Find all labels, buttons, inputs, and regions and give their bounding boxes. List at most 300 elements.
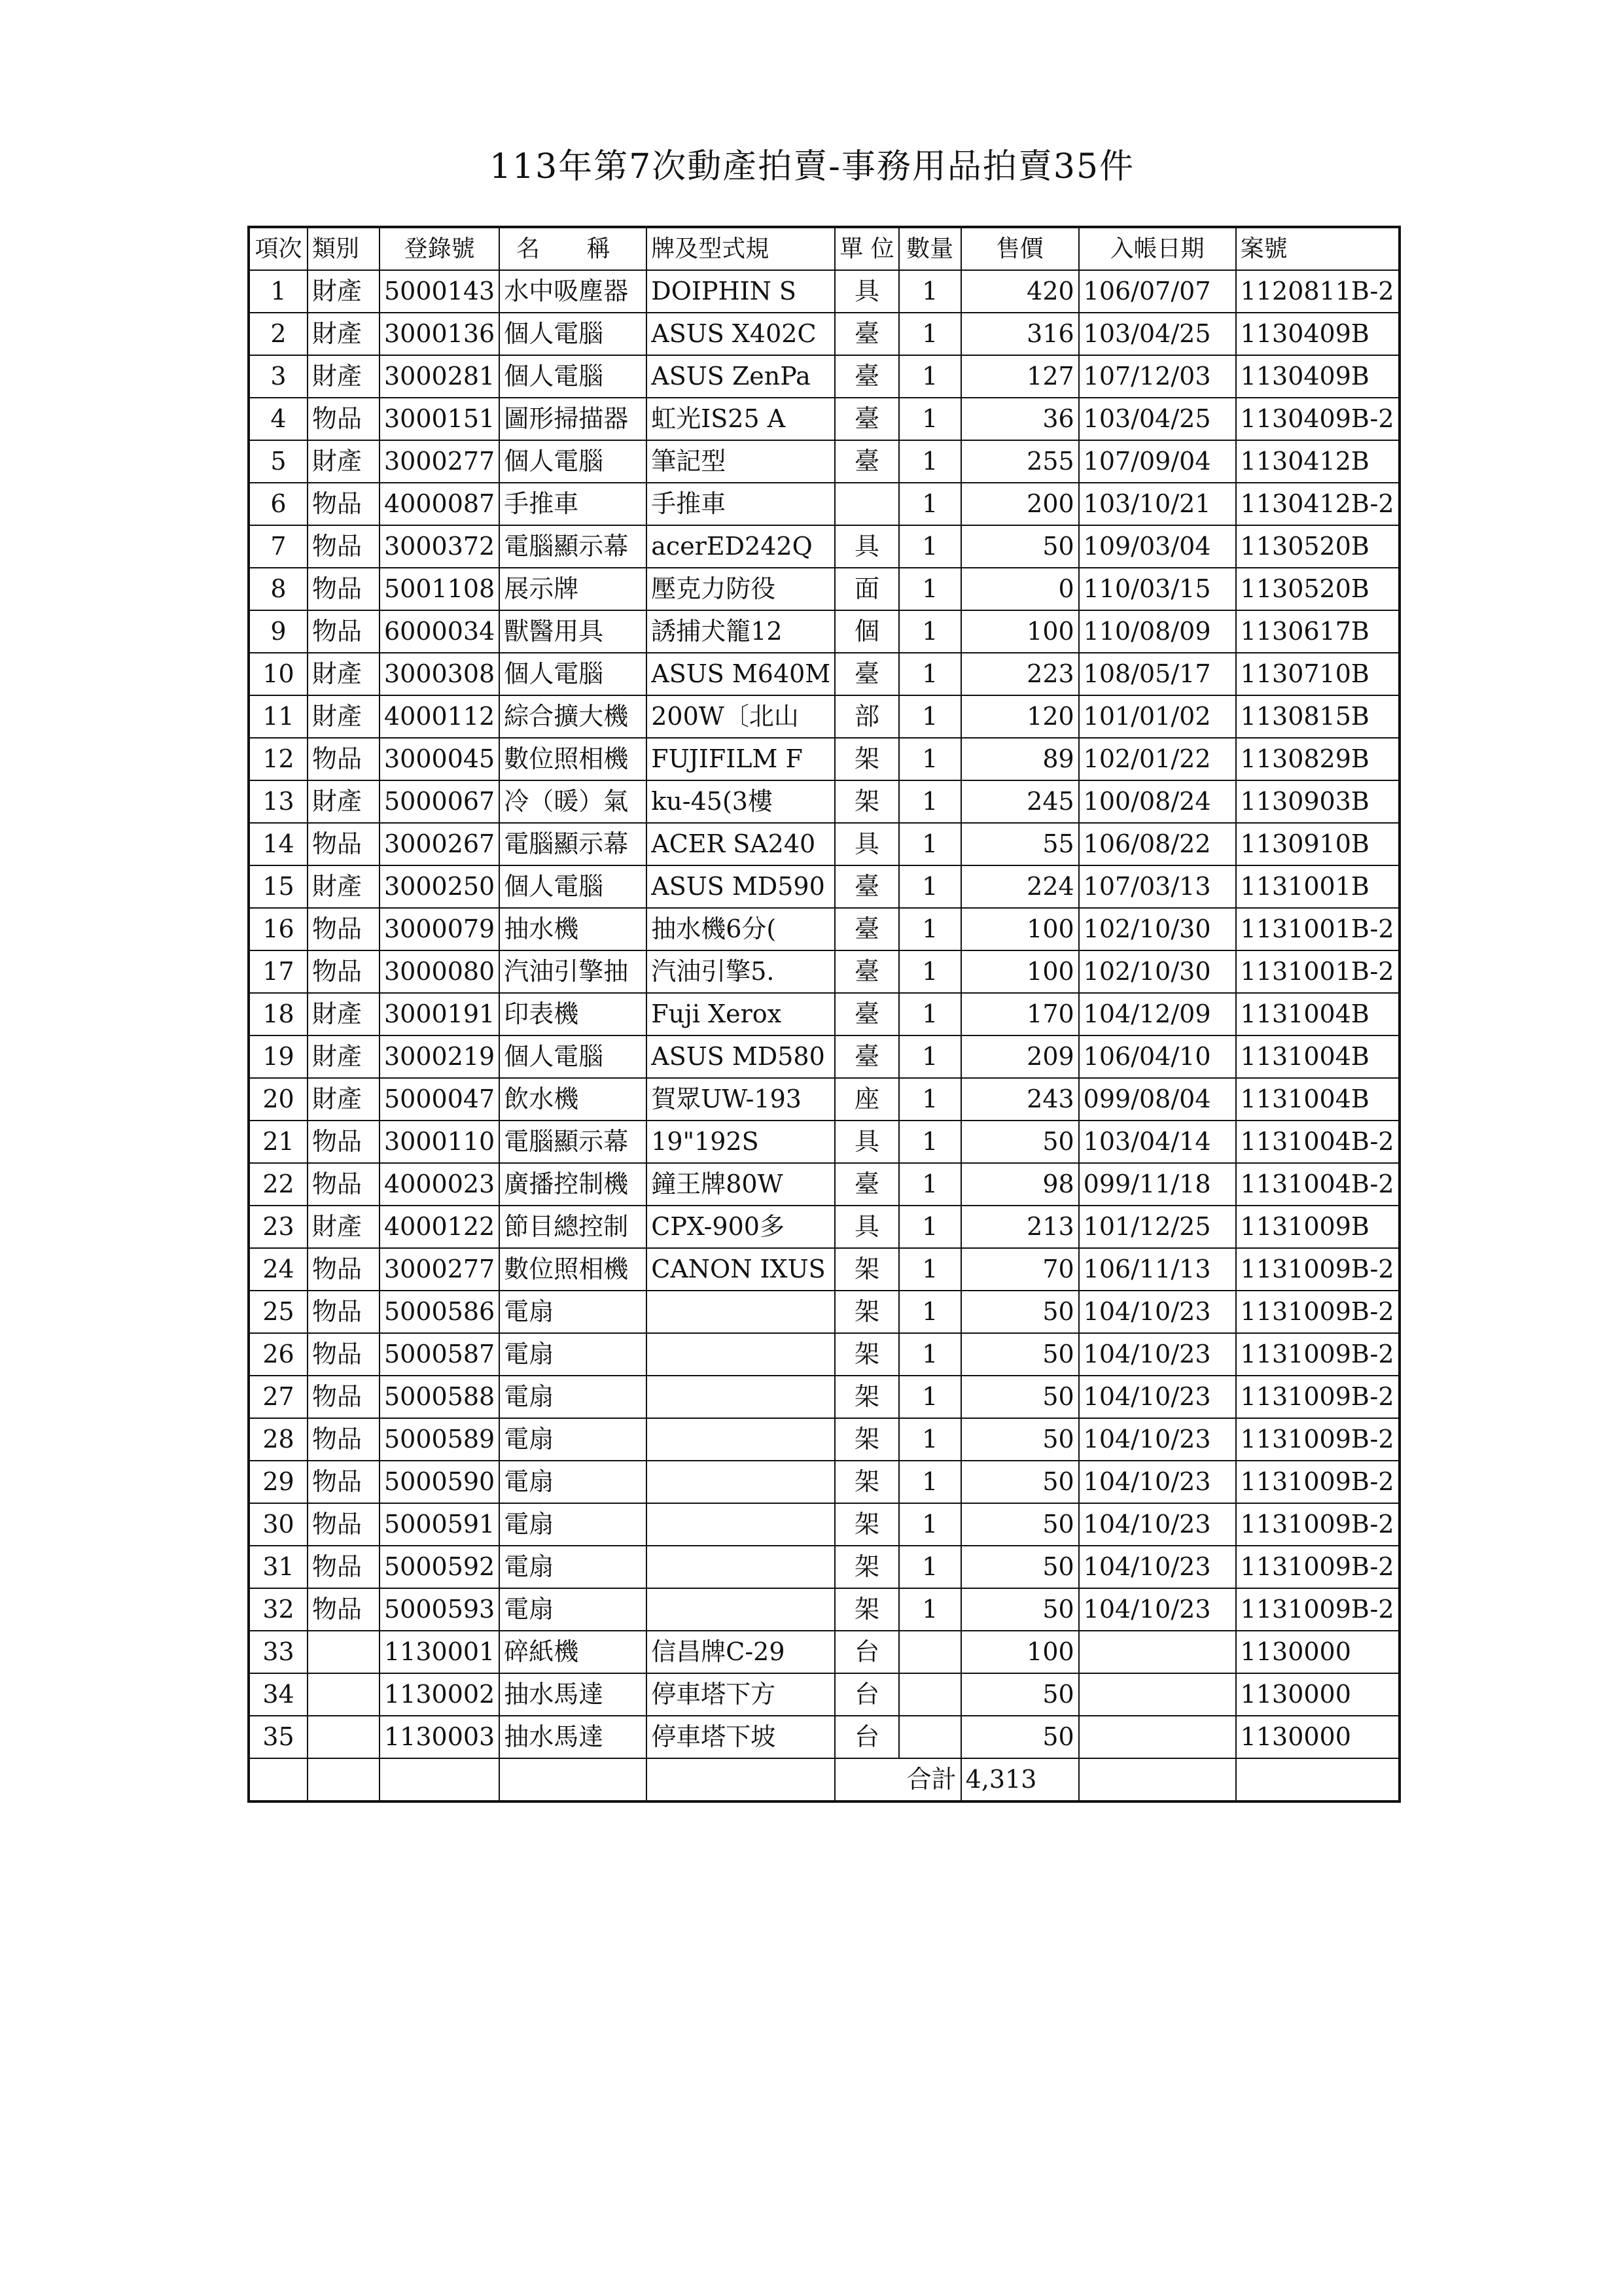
registration-no-cell: 6000034	[380, 610, 499, 653]
price-cell: 316	[961, 313, 1079, 355]
table-row	[249, 568, 1400, 610]
name-cell: 獸醫用具	[499, 610, 646, 653]
entry-date-cell: 102/01/22	[1079, 738, 1236, 780]
category-cell: 財產	[308, 440, 380, 483]
entry-date-cell: 104/10/23	[1079, 1503, 1236, 1546]
name-cell: 電腦顯示幕	[499, 823, 646, 865]
table-row	[249, 1333, 1400, 1376]
item-no-cell: 24	[249, 1248, 308, 1291]
brand-model-cell	[646, 1333, 835, 1376]
unit-cell: 架	[835, 1376, 898, 1418]
header-name: 名 稱	[499, 227, 646, 270]
unit-cell: 架	[835, 1461, 898, 1503]
price-cell: 50	[961, 1461, 1079, 1503]
category-cell: 物品	[308, 483, 380, 525]
item-no-cell: 17	[249, 950, 308, 993]
quantity-cell: 1	[899, 270, 961, 313]
price-cell: 98	[961, 1163, 1079, 1206]
entry-date-cell: 103/04/14	[1079, 1121, 1236, 1163]
item-no-cell: 9	[249, 610, 308, 653]
item-no-cell: 20	[249, 1078, 308, 1121]
case-no-cell: 1131009B-2	[1236, 1376, 1400, 1418]
price-cell: 50	[961, 1291, 1079, 1333]
item-no-cell: 22	[249, 1163, 308, 1206]
category-cell: 物品	[308, 1461, 380, 1503]
quantity-cell: 1	[899, 1248, 961, 1291]
document-title: 113年第7次動產拍賣-事務用品拍賣35件	[489, 147, 1135, 186]
category-cell: 物品	[308, 1163, 380, 1206]
quantity-cell: 1	[899, 1035, 961, 1078]
category-cell: 財產	[308, 993, 380, 1035]
item-no-cell: 12	[249, 738, 308, 780]
table-row	[249, 1546, 1400, 1588]
case-no-cell: 1131001B-2	[1236, 908, 1400, 950]
brand-model-cell	[646, 1588, 835, 1631]
price-cell: 50	[961, 525, 1079, 568]
total-empty-cell	[380, 1758, 499, 1801]
unit-cell: 臺	[835, 950, 898, 993]
registration-no-cell: 3000372	[380, 525, 499, 568]
total-empty-cell	[1079, 1758, 1236, 1801]
quantity-cell: 1	[899, 525, 961, 568]
entry-date-cell: 104/12/09	[1079, 993, 1236, 1035]
unit-cell: 臺	[835, 1163, 898, 1206]
name-cell: 個人電腦	[499, 440, 646, 483]
registration-no-cell: 3000250	[380, 865, 499, 908]
price-cell: 255	[961, 440, 1079, 483]
name-cell: 電腦顯示幕	[499, 525, 646, 568]
header-price: 售價	[961, 227, 1079, 270]
name-cell: 電扇	[499, 1291, 646, 1333]
quantity-cell: 1	[899, 908, 961, 950]
entry-date-cell: 107/12/03	[1079, 355, 1236, 398]
category-cell: 財產	[308, 865, 380, 908]
registration-no-cell: 3000277	[380, 440, 499, 483]
category-cell: 財產	[308, 695, 380, 738]
table-row	[249, 1291, 1400, 1333]
name-cell: 電扇	[499, 1333, 646, 1376]
entry-date-cell: 102/10/30	[1079, 908, 1236, 950]
header-quantity: 數量	[899, 227, 961, 270]
item-no-cell: 25	[249, 1291, 308, 1333]
table-row	[249, 440, 1400, 483]
quantity-cell: 1	[899, 568, 961, 610]
table-row	[249, 270, 1400, 313]
price-cell: 120	[961, 695, 1079, 738]
unit-cell: 臺	[835, 1035, 898, 1078]
table-row	[249, 1631, 1400, 1673]
name-cell: 冷（暖）氣	[499, 780, 646, 823]
total-row	[249, 1758, 1400, 1801]
item-no-cell: 10	[249, 653, 308, 695]
registration-no-cell: 5000143	[380, 270, 499, 313]
header-category: 類別	[308, 227, 380, 270]
price-cell: 245	[961, 780, 1079, 823]
case-no-cell: 1130520B	[1236, 568, 1400, 610]
table-row	[249, 610, 1400, 653]
unit-cell: 具	[835, 823, 898, 865]
brand-model-cell: ASUS ZenPa	[646, 355, 835, 398]
case-no-cell: 1130412B-2	[1236, 483, 1400, 525]
table-row	[249, 1206, 1400, 1248]
registration-no-cell: 5000586	[380, 1291, 499, 1333]
price-cell: 50	[961, 1673, 1079, 1716]
registration-no-cell: 3000308	[380, 653, 499, 695]
brand-model-cell	[646, 1503, 835, 1546]
case-no-cell: 1131009B-2	[1236, 1333, 1400, 1376]
case-no-cell: 1131009B-2	[1236, 1461, 1400, 1503]
unit-cell: 架	[835, 1503, 898, 1546]
price-cell: 100	[961, 610, 1079, 653]
registration-no-cell: 3000267	[380, 823, 499, 865]
case-no-cell: 1131009B-2	[1236, 1588, 1400, 1631]
name-cell: 抽水馬達	[499, 1673, 646, 1716]
table-body	[249, 270, 1400, 1758]
table-row	[249, 1078, 1400, 1121]
table-row	[249, 993, 1400, 1035]
case-no-cell: 1131001B-2	[1236, 950, 1400, 993]
name-cell: 抽水機	[499, 908, 646, 950]
registration-no-cell: 1130003	[380, 1716, 499, 1758]
unit-cell: 臺	[835, 908, 898, 950]
entry-date-cell: 108/05/17	[1079, 653, 1236, 695]
table-row	[249, 780, 1400, 823]
item-no-cell: 13	[249, 780, 308, 823]
case-no-cell: 1130617B	[1236, 610, 1400, 653]
quantity-cell	[899, 1716, 961, 1758]
unit-cell: 臺	[835, 865, 898, 908]
category-cell: 財產	[308, 270, 380, 313]
entry-date-cell: 104/10/23	[1079, 1333, 1236, 1376]
case-no-cell: 1131009B-2	[1236, 1248, 1400, 1291]
price-cell: 36	[961, 398, 1079, 440]
registration-no-cell: 4000023	[380, 1163, 499, 1206]
registration-no-cell: 3000281	[380, 355, 499, 398]
item-no-cell: 19	[249, 1035, 308, 1078]
brand-model-cell: 19"192S	[646, 1121, 835, 1163]
quantity-cell	[899, 1673, 961, 1716]
brand-model-cell: 200W〔北山	[646, 695, 835, 738]
item-no-cell: 3	[249, 355, 308, 398]
brand-model-cell: ASUS M640M	[646, 653, 835, 695]
quantity-cell: 1	[899, 1121, 961, 1163]
unit-cell: 台	[835, 1673, 898, 1716]
brand-model-cell: 虹光IS25 A	[646, 398, 835, 440]
quantity-cell: 1	[899, 1206, 961, 1248]
quantity-cell: 1	[899, 950, 961, 993]
brand-model-cell: 鐘王牌80W	[646, 1163, 835, 1206]
price-cell: 50	[961, 1503, 1079, 1546]
total-label: 合計	[899, 1758, 961, 1801]
table-header-row	[249, 227, 1400, 270]
brand-model-cell	[646, 1461, 835, 1503]
case-no-cell: 1130829B	[1236, 738, 1400, 780]
case-no-cell: 1131001B	[1236, 865, 1400, 908]
registration-no-cell: 5000067	[380, 780, 499, 823]
unit-cell: 具	[835, 270, 898, 313]
unit-cell	[835, 483, 898, 525]
name-cell: 圖形掃描器	[499, 398, 646, 440]
price-cell: 50	[961, 1376, 1079, 1418]
price-cell: 243	[961, 1078, 1079, 1121]
category-cell	[308, 1673, 380, 1716]
name-cell: 廣播控制機	[499, 1163, 646, 1206]
brand-model-cell: 壓克力防役	[646, 568, 835, 610]
quantity-cell: 1	[899, 398, 961, 440]
price-cell: 50	[961, 1588, 1079, 1631]
unit-cell: 台	[835, 1631, 898, 1673]
item-no-cell: 30	[249, 1503, 308, 1546]
category-cell: 物品	[308, 738, 380, 780]
price-cell: 209	[961, 1035, 1079, 1078]
case-no-cell: 1130409B	[1236, 355, 1400, 398]
table-row	[249, 525, 1400, 568]
item-no-cell: 35	[249, 1716, 308, 1758]
brand-model-cell: 筆記型	[646, 440, 835, 483]
table-row	[249, 653, 1400, 695]
table-row	[249, 355, 1400, 398]
unit-cell: 臺	[835, 398, 898, 440]
entry-date-cell: 104/10/23	[1079, 1588, 1236, 1631]
table-row	[249, 908, 1400, 950]
entry-date-cell: 101/12/25	[1079, 1206, 1236, 1248]
category-cell: 物品	[308, 398, 380, 440]
case-no-cell: 1131004B-2	[1236, 1121, 1400, 1163]
registration-no-cell: 3000277	[380, 1248, 499, 1291]
total-empty-cell	[499, 1758, 646, 1801]
quantity-cell: 1	[899, 865, 961, 908]
brand-model-cell: DOIPHIN S	[646, 270, 835, 313]
name-cell: 個人電腦	[499, 865, 646, 908]
category-cell: 財產	[308, 1206, 380, 1248]
quantity-cell: 1	[899, 738, 961, 780]
category-cell: 物品	[308, 568, 380, 610]
registration-no-cell: 5000591	[380, 1503, 499, 1546]
entry-date-cell	[1079, 1716, 1236, 1758]
price-cell: 70	[961, 1248, 1079, 1291]
category-cell: 財產	[308, 1035, 380, 1078]
category-cell: 物品	[308, 1333, 380, 1376]
category-cell: 財產	[308, 653, 380, 695]
entry-date-cell: 106/07/07	[1079, 270, 1236, 313]
registration-no-cell: 5000587	[380, 1333, 499, 1376]
item-no-cell: 23	[249, 1206, 308, 1248]
price-cell: 89	[961, 738, 1079, 780]
item-no-cell: 5	[249, 440, 308, 483]
unit-cell: 架	[835, 1588, 898, 1631]
quantity-cell: 1	[899, 695, 961, 738]
entry-date-cell: 103/10/21	[1079, 483, 1236, 525]
case-no-cell: 1130710B	[1236, 653, 1400, 695]
quantity-cell: 1	[899, 1588, 961, 1631]
entry-date-cell: 104/10/23	[1079, 1376, 1236, 1418]
total-value: 4,313	[961, 1758, 1079, 1801]
table-row	[249, 1035, 1400, 1078]
price-cell: 100	[961, 950, 1079, 993]
item-no-cell: 14	[249, 823, 308, 865]
table-row	[249, 398, 1400, 440]
name-cell: 個人電腦	[499, 653, 646, 695]
item-no-cell: 28	[249, 1418, 308, 1461]
unit-cell: 架	[835, 738, 898, 780]
price-cell: 50	[961, 1333, 1079, 1376]
price-cell: 50	[961, 1716, 1079, 1758]
total-empty-cell	[835, 1758, 898, 1801]
brand-model-cell: 停車塔下方	[646, 1673, 835, 1716]
table-row	[249, 1163, 1400, 1206]
case-no-cell: 1120811B-2	[1236, 270, 1400, 313]
quantity-cell: 1	[899, 1461, 961, 1503]
name-cell: 電扇	[499, 1546, 646, 1588]
price-cell: 224	[961, 865, 1079, 908]
price-cell: 223	[961, 653, 1079, 695]
entry-date-cell: 104/10/23	[1079, 1461, 1236, 1503]
entry-date-cell: 099/11/18	[1079, 1163, 1236, 1206]
total-empty-cell	[308, 1758, 380, 1801]
entry-date-cell: 107/09/04	[1079, 440, 1236, 483]
table-row	[249, 1503, 1400, 1546]
entry-date-cell: 107/03/13	[1079, 865, 1236, 908]
brand-model-cell: 停車塔下坡	[646, 1716, 835, 1758]
quantity-cell: 1	[899, 653, 961, 695]
registration-no-cell: 5000588	[380, 1376, 499, 1418]
quantity-cell: 1	[899, 993, 961, 1035]
registration-no-cell: 5000590	[380, 1461, 499, 1503]
entry-date-cell: 110/03/15	[1079, 568, 1236, 610]
name-cell: 個人電腦	[499, 355, 646, 398]
name-cell: 數位照相機	[499, 738, 646, 780]
case-no-cell: 1130409B-2	[1236, 398, 1400, 440]
entry-date-cell: 103/04/25	[1079, 398, 1236, 440]
brand-model-cell: 抽水機6分(	[646, 908, 835, 950]
entry-date-cell: 104/10/23	[1079, 1546, 1236, 1588]
brand-model-cell: 信昌牌C-29	[646, 1631, 835, 1673]
case-no-cell: 1131004B	[1236, 993, 1400, 1035]
name-cell: 汽油引擎抽	[499, 950, 646, 993]
case-no-cell: 1131004B	[1236, 1078, 1400, 1121]
name-cell: 數位照相機	[499, 1248, 646, 1291]
category-cell: 物品	[308, 1376, 380, 1418]
quantity-cell: 1	[899, 1291, 961, 1333]
category-cell: 物品	[308, 823, 380, 865]
table-row	[249, 823, 1400, 865]
quantity-cell: 1	[899, 780, 961, 823]
registration-no-cell: 5000592	[380, 1546, 499, 1588]
price-cell: 170	[961, 993, 1079, 1035]
name-cell: 飲水機	[499, 1078, 646, 1121]
category-cell: 物品	[308, 1546, 380, 1588]
table-row	[249, 1121, 1400, 1163]
table-row	[249, 865, 1400, 908]
unit-cell: 臺	[835, 313, 898, 355]
brand-model-cell: acerED242Q	[646, 525, 835, 568]
name-cell: 節目總控制	[499, 1206, 646, 1248]
price-cell: 100	[961, 1631, 1079, 1673]
category-cell: 物品	[308, 610, 380, 653]
registration-no-cell: 4000122	[380, 1206, 499, 1248]
category-cell: 物品	[308, 1248, 380, 1291]
table-row	[249, 483, 1400, 525]
category-cell: 財產	[308, 313, 380, 355]
category-cell: 物品	[308, 1503, 380, 1546]
unit-cell: 架	[835, 1333, 898, 1376]
brand-model-cell: Fuji Xerox	[646, 993, 835, 1035]
case-no-cell: 1130910B	[1236, 823, 1400, 865]
quantity-cell: 1	[899, 823, 961, 865]
item-no-cell: 31	[249, 1546, 308, 1588]
category-cell: 物品	[308, 525, 380, 568]
brand-model-cell: ku-45(3樓	[646, 780, 835, 823]
registration-no-cell: 1130002	[380, 1673, 499, 1716]
brand-model-cell: ASUS MD580	[646, 1035, 835, 1078]
quantity-cell: 1	[899, 1546, 961, 1588]
brand-model-cell: 誘捕犬籠12	[646, 610, 835, 653]
case-no-cell: 1130520B	[1236, 525, 1400, 568]
category-cell: 財產	[308, 1078, 380, 1121]
unit-cell: 架	[835, 780, 898, 823]
brand-model-cell: CPX-900多	[646, 1206, 835, 1248]
case-no-cell: 1130409B	[1236, 313, 1400, 355]
entry-date-cell: 106/04/10	[1079, 1035, 1236, 1078]
quantity-cell: 1	[899, 355, 961, 398]
name-cell: 碎紙機	[499, 1631, 646, 1673]
price-cell: 0	[961, 568, 1079, 610]
entry-date-cell: 102/10/30	[1079, 950, 1236, 993]
name-cell: 電扇	[499, 1588, 646, 1631]
category-cell: 物品	[308, 1588, 380, 1631]
case-no-cell: 1131004B	[1236, 1035, 1400, 1078]
brand-model-cell: CANON IXUS	[646, 1248, 835, 1291]
price-cell: 200	[961, 483, 1079, 525]
price-cell: 127	[961, 355, 1079, 398]
name-cell: 電扇	[499, 1503, 646, 1546]
brand-model-cell	[646, 1546, 835, 1588]
category-cell: 物品	[308, 908, 380, 950]
price-cell: 55	[961, 823, 1079, 865]
case-no-cell: 1131004B-2	[1236, 1163, 1400, 1206]
header-unit: 單 位	[835, 227, 898, 270]
case-no-cell: 1131009B-2	[1236, 1418, 1400, 1461]
item-no-cell: 1	[249, 270, 308, 313]
header-brand-model: 牌及型式規	[646, 227, 835, 270]
brand-model-cell: FUJIFILM F	[646, 738, 835, 780]
registration-no-cell: 3000191	[380, 993, 499, 1035]
category-cell: 物品	[308, 1121, 380, 1163]
item-no-cell: 15	[249, 865, 308, 908]
name-cell: 水中吸塵器	[499, 270, 646, 313]
quantity-cell: 1	[899, 313, 961, 355]
registration-no-cell: 3000110	[380, 1121, 499, 1163]
entry-date-cell: 109/03/04	[1079, 525, 1236, 568]
header-item-no: 項次	[249, 227, 308, 270]
table-row	[249, 1248, 1400, 1291]
entry-date-cell: 104/10/23	[1079, 1418, 1236, 1461]
category-cell	[308, 1631, 380, 1673]
table-row	[249, 1673, 1400, 1716]
entry-date-cell: 110/08/09	[1079, 610, 1236, 653]
table-row	[249, 1461, 1400, 1503]
brand-model-cell	[646, 1418, 835, 1461]
name-cell: 電扇	[499, 1418, 646, 1461]
entry-date-cell: 103/04/25	[1079, 313, 1236, 355]
quantity-cell	[899, 1631, 961, 1673]
total-empty-cell	[1236, 1758, 1400, 1801]
quantity-cell: 1	[899, 610, 961, 653]
brand-model-cell: ASUS MD590	[646, 865, 835, 908]
entry-date-cell: 104/10/23	[1079, 1291, 1236, 1333]
unit-cell: 臺	[835, 355, 898, 398]
entry-date-cell: 106/11/13	[1079, 1248, 1236, 1291]
